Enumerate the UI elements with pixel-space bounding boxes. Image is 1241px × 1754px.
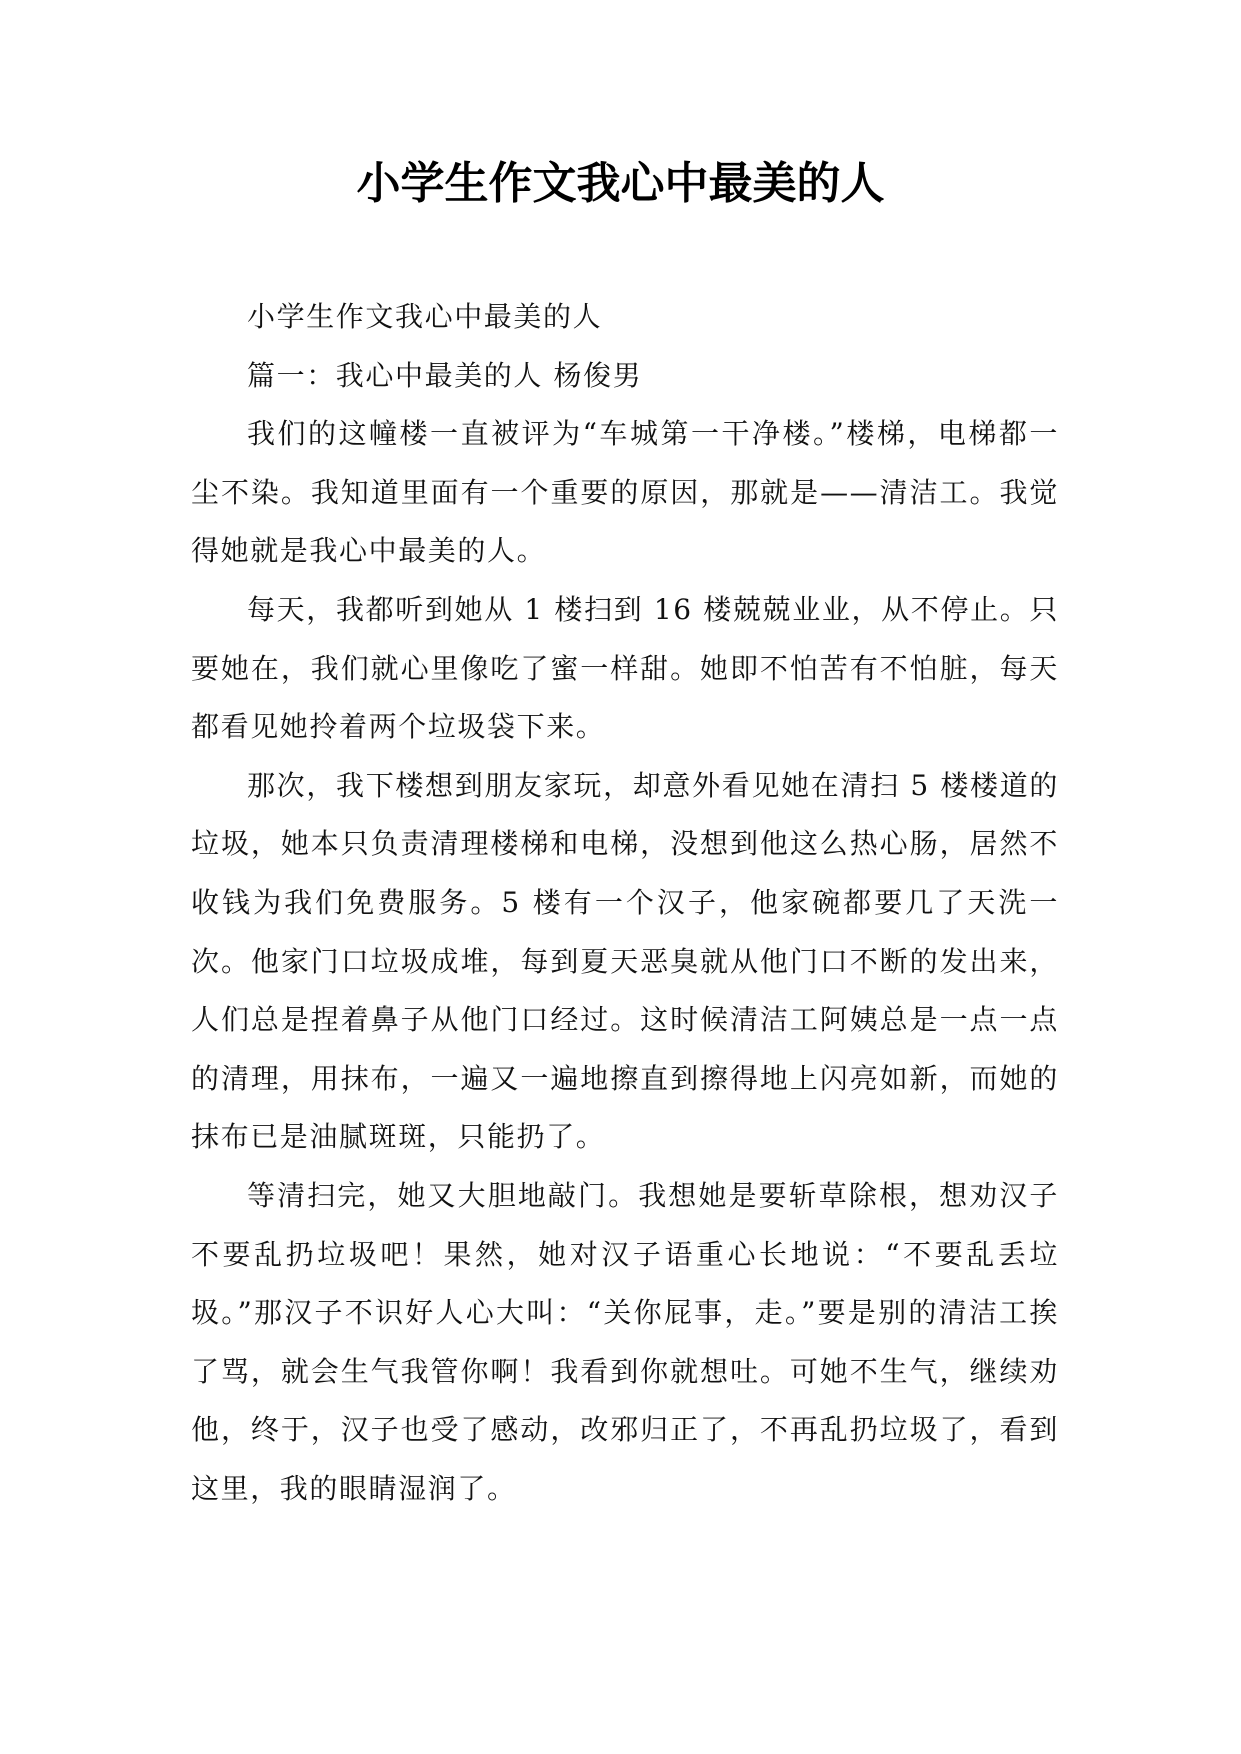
body-paragraph: 等清扫完，她又大胆地敲门。我想她是要斩草除根，想劝汉子不要乱扔垃圾吧！果然，她对汉子语重心长地说：“不要乱丢垃圾。”那汉子不识好人心大叫：“关你屁事，走。”要是别的清洁工挨了骂，就会生气我管你啊！我看到你就想吐。可她不生气，继续劝他，终于，汉子也受了感动，改邪归正了，不再乱扔垃圾了，看到这里，我的眼睛湿润了。: [191, 1178, 1059, 1505]
body-paragraph: 每天，我都听到她从 1 楼扫到 16 楼兢兢业业，从不停止。只要她在，我们就心里像吃了蜜一样甜。她即不怕苦有不怕脏，每天都看见她拎着两个垃圾袋下来。: [191, 592, 1059, 744]
body-paragraph: 那次，我下楼想到朋友家玩，却意外看见她在清扫 5 楼楼道的垃圾，她本只负责清理楼梯和电梯，没想到他这么热心肠，居然不收钱为我们免费服务。5 楼有一个汉子，他家碗都要几了天洗一次。他家门口垃圾成堆，每到夏天恶臭就从他门口不断的发出来，人们总是捏着鼻子从他门口经过。这时候清洁工阿姨总是一点一点的清理，用抹布，一遍又一遍地擦直到擦得地上闪亮如新，而她的抹布已是油腻斑斑，只能扔了。: [191, 768, 1059, 1154]
article-subtitle: 小学生作文我心中最美的人: [247, 300, 603, 333]
article-body: [191, 288, 1059, 1518]
document-title: 小学生作文我心中最美的人: [356, 158, 885, 209]
section-heading: 篇一：我心中最美的人 杨俊男: [247, 358, 643, 392]
body-paragraph: 我们的这幢楼一直被评为“车城第一干净楼。”楼梯，电梯都一尘不染。我知道里面有一个重要的原因，那就是——清洁工。我觉得她就是我心中最美的人。: [191, 417, 1059, 568]
